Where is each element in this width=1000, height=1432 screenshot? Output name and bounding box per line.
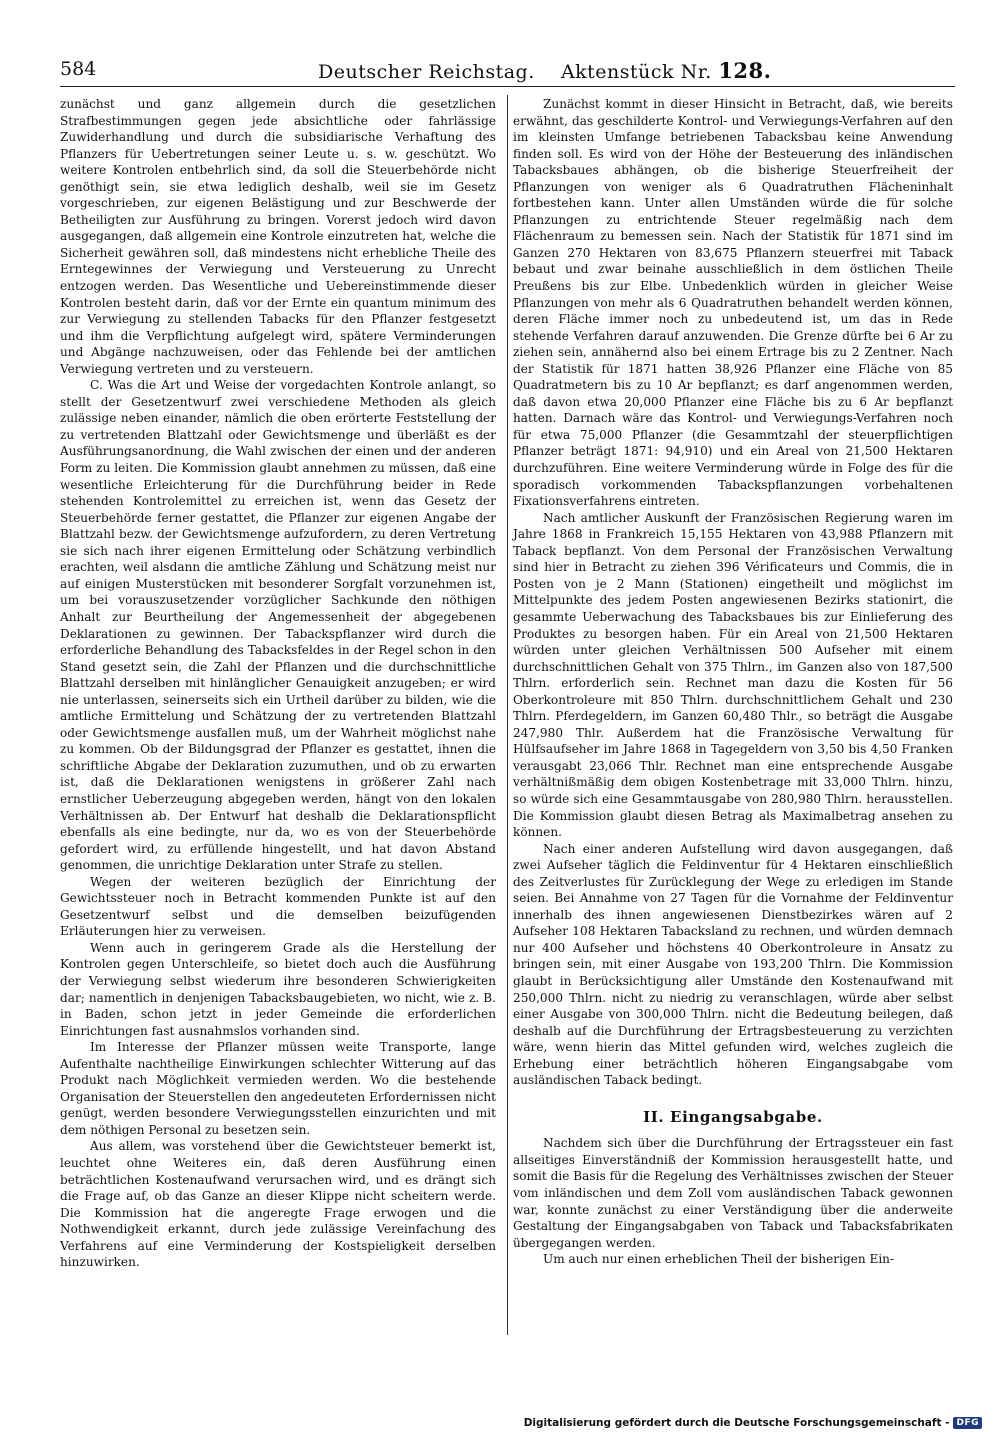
- paragraph: zunächst und ganz allgemein durch die gesetzlichen Strafbestimmungen gegen jede absichtliche oder fahrlässige Zuwiderhandlung und durch die subsidiarische Verhaftung des Pflanzers für Uebertretungen seiner Leute u. s. w. geschützt. Wo weitere Kontrolen entbehrlich sind, da soll die Steuerbehörde nicht genöthigt sein, sie etwa lediglich deshalb, weil sie im Gesetz vorgeschrieben, zur eigenen Belästigung und zur Beschwerde der Betheiligten zur Ausführung zu bringen. Vorerst jedoch wird davon ausgegangen, daß allgemein eine Kontrole einzutreten hat, welche die Sicherheit gewähren soll, daß mindestens nicht erhebliche Theile des Erntegewinnes der Verwiegung und Versteuerung zu Unrecht entzogen werden. Das Wesentliche und Uebereinstimmende dieser Kontrolen besteht darin, daß vor der Ernte ein quantum minimum des zur Verwiegung zu stellenden Tabacks für den Pflanzer festgesetzt und ihm die Verpflichtung aufgelegt wird, spätere Verminderungen und Abgänge nachzuweisen, oder das Fehlende bei der amtlichen Verwiegung vertreten und zu versteuern.: [60, 97, 496, 376]
- digitization-footer: [524, 1417, 982, 1429]
- paragraph: Nachdem sich über die Durchführung der Ertragssteuer ein fast allseitiges Einverständniß der Kommission herausgestellt hatte, und somit die Basis für die Regelung des Verhältnisses zwischen der Steuer vom inländischen und dem Zoll vom ausländischen Taback gewonnen war, konnte zunächst zu einer Verständigung über die anderweite Gestaltung der Eingangsabgaben von Taback und Tabacksfabrikaten übergegangen werden.: [513, 1136, 953, 1250]
- paragraph: Nach amtlicher Auskunft der Französischen Regierung waren im Jahre 1868 in Frankreich 15,155 Hektaren von 43,988 Pflanzern mit Taback bepflanzt. Von dem Personal der Französischen Verwaltung sind hier in Betracht zu ziehen 396 Vérificateurs und Commis, die in Posten von je 2 Mann (Stationen) eingetheilt und möglichst im Mittelpunkte des jedem Posten angewiesenen Bezirks stationirt, die gesammte Ueberwachung des Tabacksbaues bis zur Einlieferung des Produktes zu besorgen haben. Für ein Areal von 21,500 Hektaren würden unter gleichen Verhältnissen 500 Aufseher mit einem durchschnittlichen Gehalt von 375 Thlrn., im Ganzen also von 187,500 Thlrn. erforderlich sein. Rechnet man dazu die Kosten für 56 Oberkontroleure mit 850 Thlrn. durchschnittlichem Gehalt und 230 Thlrn. Pferdegeldern, im Ganzen 60,480 Thlr., so beträgt die Ausgabe 247,980 Thlr. Außerdem hat die Französische Verwaltung für Hülfsaufseher im Jahre 1868 in Tagegeldern von 3,50 bis 4,50 Franken verausgabt 23,066 Thlr. Rechnet man eine entsprechende Ausgabe verhältnißmäßig dem obigen Kostenbetrage mit 33,000 Thlrn. hinzu, so würde sich eine Gesammtausgabe von 280,980 Thlrn. herausstellen. Die Kommission glaubt diesen Betrag als Maximalbetrag ansehen zu können.: [513, 510, 953, 840]
- running-head: [318, 58, 771, 83]
- paragraph: Nach einer anderen Aufstellung wird davon ausgegangen, daß zwei Aufseher täglich die Feldinventur für 4 Hektaren einschließlich des Zeitverlustes für Zurücklegung der Wege zu erledigen im Stande seien. Bei Annahme von 27 Tagen für die Vornahme der Feldinventur innerhalb des ihnen angewiesenen Dienstbezirkes wären auf 2 Aufseher 108 Hektaren Tabacksland zu rechnen, und würden demnach nur 400 Aufseher und höchstens 40 Oberkontroleure in Ansatz zu bringen sein, mit einer Ausgabe von 193,200 Thlrn. Die Kommission glaubt in Berücksichtigung aller Umstände den Kostenaufwand mit 250,000 Thlrn. nicht zu niedrig zu veranschlagen, würde aber selbst einer Ausgabe von 300,000 Thlrn. nicht die Bedeutung beilegen, daß deshalb auf die Durchführung der Ertragsbesteuerung zu verzichten wäre, wenn hierin das Mittel gefunden wird, welches zugleich die Erhebung einer beträchtlich höheren Eingangsabgabe vom ausländischen Taback bedingt.: [513, 841, 953, 1088]
- paragraph: Wegen der weiteren bezüglich der Einrichtung der Gewichtssteuer noch in Betracht kommenden Punkte ist auf den Gesetzentwurf selbst und die demselben beizufügenden Erläuterungen hier zu verweisen.: [60, 874, 496, 939]
- document-label: Aktenstück Nr.: [560, 61, 712, 83]
- header-rule: [60, 86, 955, 87]
- footer-text: Digitalisierung gefördert durch die Deutsche Forschungsgemeinschaft -: [523, 1417, 950, 1429]
- page-header: [60, 58, 955, 84]
- column-divider: [507, 95, 508, 1335]
- page-number: 584: [60, 58, 97, 80]
- left-column: [60, 96, 496, 1271]
- paragraph: Um auch nur einen erheblichen Theil der bisherigen Ein-: [543, 1252, 895, 1267]
- running-title: Deutscher Reichstag.: [318, 61, 535, 83]
- right-column: [513, 96, 953, 1268]
- paragraph: Aus allem, was vorstehend über die Gewichtsteuer bemerkt ist, leuchtet ohne Weiteres ein, daß deren Ausführung einen beträchtlichen Kostenaufwand verursachen wird, und es drängt sich die Frage auf, ob das Ganze an dieser Klippe nicht scheitern werde. Die Kommission hat die angeregte Frage erwogen und die Nothwendigkeit erkannt, durch jede zulässige Vereinfachung des Verfahrens auf eine Verminderung der Kostspieligkeit derselben hinzuwirken.: [60, 1139, 496, 1270]
- paragraph: C. Was die Art und Weise der vorgedachten Kontrole anlangt, so stellt der Gesetzentwurf zwei verschiedene Methoden als gleich zulässige neben einander, nämlich die oben erörterte Feststellung der zu vertretenden Blattzahl oder Gewichtsmenge und überläßt es der Ausführungsanordnung, die Wahl zwischen der einen und der anderen Form zu leiten. Die Kommission glaubt annehmen zu müssen, daß eine wesentliche Erleichterung für die Durchführung beider in Rede stehenden Kontrolemittel zu erreichen ist, wenn das Gesetz der Steuerbehörde ferner gestattet, die Pflanzer zur eigenen Angabe der Blattzahl bezw. der Gewichtsmenge aufzufordern, zu deren Vertretung sie sich nach ihrer eigenen Ermittelung oder Schätzung verbindlich erachten, weil alsdann die amtliche Zählung und Schätzung meist nur auf einigen Musterstücken mit besonderer Sorgfalt vorzunehmen ist, um bei vorauszusetzender vorzüglicher Sachkunde den nöthigen Anhalt zur Beurtheilung der Angemessenheit der abgegebenen Deklarationen zu gewinnen. Der Tabackspflanzer wird durch die erforderliche Behandlung des Tabacksfeldes in der Regel schon in den Stand gesetzt sein, die Zahl der Pflanzen und die durchschnittliche Blattzahl derselben mit hinlänglicher Genauigkeit anzugeben; er wird nie unterlassen, seinerseits sich ein Urtheil darüber zu bilden, wie die amtliche Ermittelung und Schätzung der zu vertretenden Blattzahl oder Gewichtsmenge ausfallen muß, um der Wahrheit möglichst nahe zu kommen. Ob der Bildungsgrad der Pflanzer es gestattet, ihnen die schriftliche Abgabe der Deklaration zuzumuthen, und ob zu erwarten ist, daß die Deklarationen wenigstens in größerer Zahl nach ernstlicher Ueberzeugung abgegeben werden, hängt von den lokalen Verhältnissen ab. Der Entwurf hat deshalb die Deklarationspflicht ebenfalls als eine bedingte, nur da, wo es von der Steuerbehörde gefordert wird, zu erfüllende hingestellt, und hat davon Abstand genommen, die unrichtige Deklaration unter Strafe zu stellen.: [60, 378, 496, 873]
- document-number: 128.: [718, 58, 772, 83]
- dfg-logo-icon: DFG: [953, 1417, 982, 1429]
- paragraph: Wenn auch in geringerem Grade als die Herstellung der Kontrolen gegen Unterschleife, so bietet doch auch die Ausführung der Verwiegung selbst wiederum ihre besonderen Schwierigkeiten dar; namentlich in denjenigen Tabacksbaugebieten, wo nicht, wie z. B. in Baden, schon jetzt in jeder Gemeinde die erforderlichen Einrichtungen fast ausnahmslos vorhanden sind.: [60, 940, 496, 1038]
- section-heading: II. Eingangsabgabe.: [643, 1107, 823, 1126]
- paragraph: Zunächst kommt in dieser Hinsicht in Betracht, daß, wie bereits erwähnt, das geschilderte Kontrol- und Verwiegungs-Verfahren auf den im kleinsten Umfange betriebenen Tabacksbau keine Anwendung finden soll. Es wird von der Höhe der Besteuerung des inländischen Tabacksbaues abhängen, ob die bisherige Steuerfreiheit der Pflanzungen von weniger als 6 Quadratruthen Flächeninhalt fortbestehen kann. Unter allen Umständen würde die für solche Pflanzungen zu entrichtende Steuer regelmäßig nach dem Flächenraum zu bemessen sein. Nach der Statistik für 1871 sind im Ganzen 270 Hektaren von 83,675 Pflanzern steuerfrei mit Taback bebaut und zwar beinahe ausschließlich in dem östlichen Theile Preußens bis zur Elbe. Unbedenklich würden in gleicher Weise Pflanzungen von mehr als 6 Quadratruthen behandelt werden können, deren Fläche immer noch zu unbedeutend ist, um das in Rede stehende Verfahren darauf anzuwenden. Die Grenze dürfte bei 6 Ar zu ziehen sein, annähernd also bei einem Ertrage bis zu 2 Zentner. Nach der Statistik für 1871 hatten 38,926 Pflanzer eine Fläche von 85 Quadratmetern bis zu 10 Ar bepflanzt; es darf angenommen werden, daß davon etwa 20,000 Pflanzer eine Fläche bis zu 6 Ar bepflanzt hatten. Darnach wäre das Kontrol- und Verwiegungs-Verfahren noch für etwa 75,000 Pflanzer (die Gesammtzahl der steuerpflichtigen Pflanzer beträgt 1871: 94,910) und ein Areal von 21,500 Hektaren durchzuführen. Eine weitere Verminderung würde in Folge des für die sporadisch vorkommenden Tabackspflanzungen vorbehaltenen Fixationsverfahrens eintreten.: [513, 97, 953, 509]
- paragraph: Im Interesse der Pflanzer müssen weite Transporte, lange Aufenthalte nachtheilige Einwirkungen schlechter Witterung auf das Produkt nach Möglichkeit vermieden werden. Wo die bestehende Organisation der Steuerstellen den angedeuteten Erfordernissen nicht genügt, werden besondere Verwiegungsstellen einzurichten und mit dem nöthigen Personal zu besetzen sein.: [60, 1040, 496, 1137]
